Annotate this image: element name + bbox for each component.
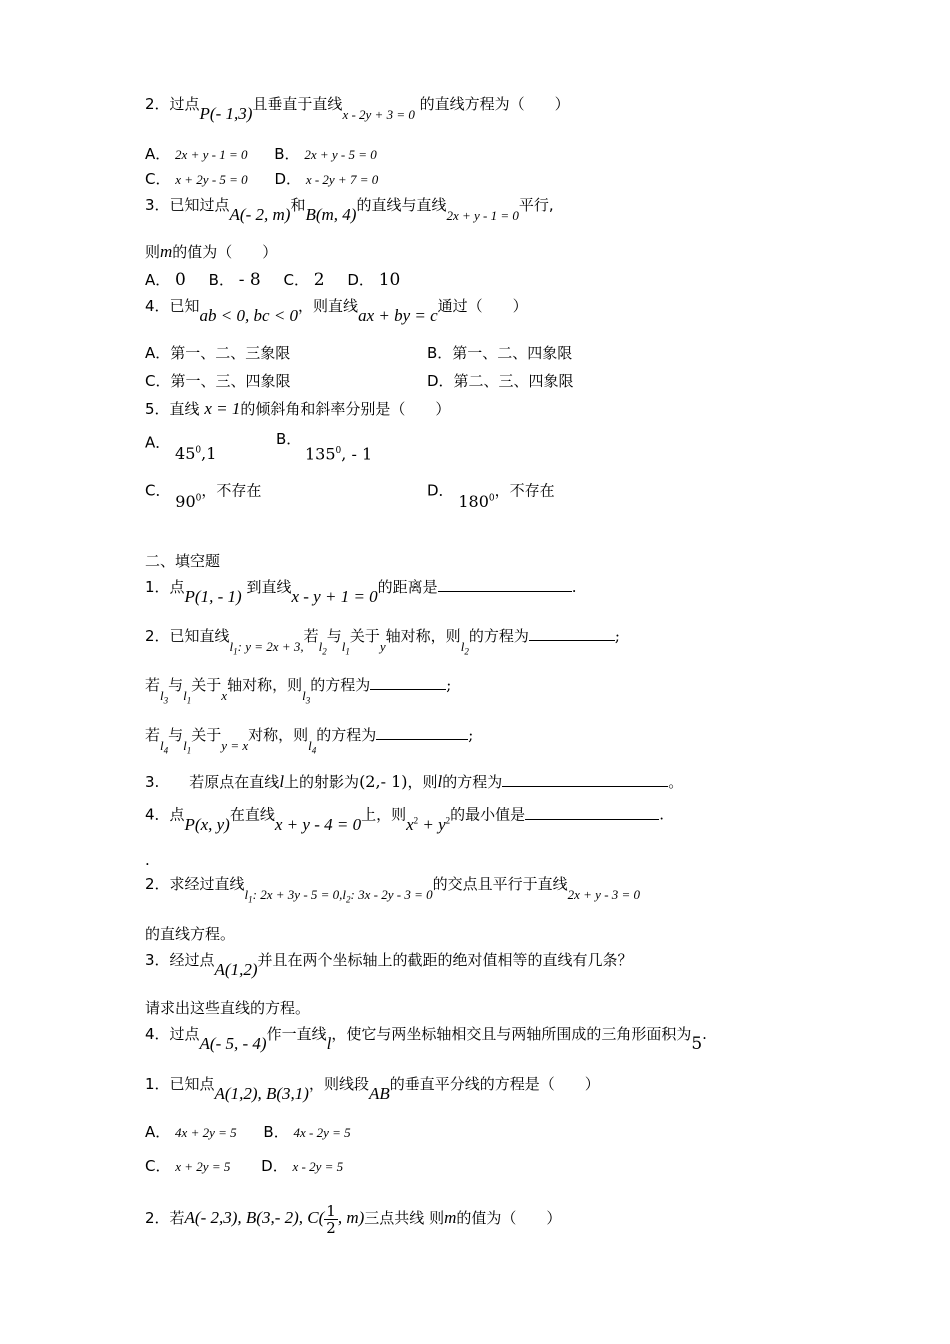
q4-stem: 4．已知ab < 0, bc < 0，则直线ax + by = c通过（ ） xyxy=(145,297,528,325)
extra-2: 2．若A(- 2,3), B(3,- 2), C( $\frac{1}{2}$ , m)三点共线 则m的值为（ ） xyxy=(145,1201,562,1237)
q4-options-ab: A．第一、二、三象限 B．第一、二、四象限 xyxy=(145,344,573,362)
fill-3: 3. 若原点在直线l上的射影为(2,- 1)，则l的方程为 。 xyxy=(145,772,684,791)
q3-stem-2: 则m的值为（ ） xyxy=(145,242,278,261)
extra-1: 1．已知点A(1,2), B(3,1)，则线段AB的垂直平分线的方程是（ ） xyxy=(145,1075,600,1103)
fill-2c: 若$l_4$与$l_1$关于y = x对称，则$l_4$的方程为 ; xyxy=(145,726,474,756)
fill-4: 4．点P(x, y)在直线x + y - 4 = 0上，则$x^2 + y^2$的最小值是 . xyxy=(145,805,664,834)
q3-stem: 3．已知过点A(- 2, m)和B(m, 4)的直线与直线2x + y - 1 = 0平行, xyxy=(145,196,554,224)
answer-blank[interactable] xyxy=(438,577,572,592)
extra-1-options-cd: C． x + 2y = 5 D． x - 2y = 5 xyxy=(145,1157,344,1175)
answer-3-line2: 请求出这些直线的方程。 xyxy=(145,999,311,1017)
answer-blank[interactable] xyxy=(376,725,468,740)
fill-2b: 若$l_3$与$l_1$关于x轴对称，则$l_3$的方程为 ; xyxy=(145,676,452,706)
extra-1-options-ab: A． 4x + 2y = 5 B． 4x - 2y = 5 xyxy=(145,1123,351,1141)
fraction-one-half: $\frac{1}{2}$ xyxy=(326,1201,336,1237)
answer-blank[interactable] xyxy=(502,772,668,787)
answer-blank[interactable] xyxy=(529,626,615,641)
q4-options-cd: C．第一、三、四象限 D．第二、三、四象限 xyxy=(145,372,574,390)
section-title: 二、填空题 xyxy=(145,552,221,570)
answer-2: 2．求经过直线$l_1$: $2x + 3y - 5 = 0,l_2$: 3x - 2y - 3 = 0的交点且平行于直线2x + y - 3 = 0 xyxy=(145,875,641,905)
fill-2: 2．已知直线$l_1$: y = 2x + 3,若$l_2$与$l_1$关于y轴对称，则$l_2$的方程为 ; xyxy=(145,627,620,657)
q2-options-ab: A． 2x + y - 1 = 0 B． 2x + y - 5 = 0 xyxy=(145,145,377,163)
answer-blank[interactable] xyxy=(525,805,659,820)
answer-3: 3．经过点A(1,2)并且在两个坐标轴上的截距的绝对值相等的直线有几条？ xyxy=(145,951,633,979)
q2-stem: 2．过点P(- 1,3)且垂直于直线x - 2y + 3 = 0 的直线方程为（ ） xyxy=(145,95,570,123)
answer-blank[interactable] xyxy=(370,675,446,690)
q2-options-cd: C． x + 2y - 5 = 0 D． x - 2y + 7 = 0 xyxy=(145,170,379,188)
answer-4: 4．过点A(- 5, - 4)作一直线l，使它与两坐标轴相交且与两轴所围成的三角形面积为5. xyxy=(145,1025,707,1054)
q5-options-ab: A． $45^0,1$ B． $135^0$, - 1 xyxy=(145,430,373,464)
answer-2-line2: 的直线方程。 xyxy=(145,925,236,943)
stray-dot: . xyxy=(145,851,150,869)
q5-stem: 5．直线 x = 1的倾斜角和斜率分别是（ ） xyxy=(145,399,451,418)
fill-1: 1．点P(1, - 1) 到直线x - y + 1 = 0的距离是 . xyxy=(145,578,577,606)
q3-options: A． 0 B． - 8 C． 2 D． 10 xyxy=(145,270,401,290)
q5-options-cd: C． $90^0$，不存在 D． $180^0$，不存在 xyxy=(145,481,555,512)
